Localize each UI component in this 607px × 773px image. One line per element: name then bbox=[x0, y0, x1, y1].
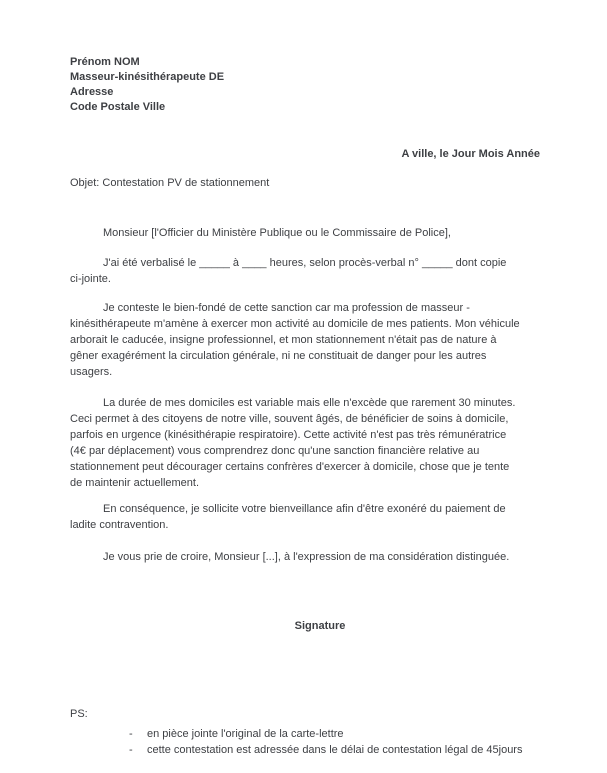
text-line: J'ai été verbalisé le _____ à ____ heures, selon procès-verbal n° _____ dont copie bbox=[103, 257, 507, 269]
text-line: ladite contravention. bbox=[70, 519, 169, 531]
text-line: gêner exagérément la circulation générale, ni ne constituait de danger pour les autres bbox=[70, 350, 487, 362]
text-line: En conséquence, je sollicite votre bienveillance afin d'être exonéré du paiement de bbox=[103, 503, 506, 515]
subject-line: Objet: Contestation PV de stationnement bbox=[70, 177, 270, 189]
text-line: (4€ par déplacement) vous comprendrez donc qu'une sanction financière relative au bbox=[70, 445, 480, 457]
text-line: Ceci permet à des citoyens de notre ville, souvent âgés, de bénéficier de soins à domicile, bbox=[70, 413, 509, 425]
salutation: Monsieur [l'Officier du Ministère Publique ou le Commissaire de Police], bbox=[103, 227, 451, 239]
body-paragraph-consequence bbox=[70, 501, 540, 533]
text-line: ci-jointe. bbox=[70, 273, 111, 285]
signature-label: Signature bbox=[294, 620, 346, 632]
text-line: - cette contestation est adressée dans le délai de contestation légal de 45jours bbox=[129, 742, 540, 758]
text-line: - en pièce jointe l'original de la carte-lettre bbox=[129, 726, 540, 742]
text-line: La durée de mes domiciles est variable mais elle n'excède que rarement 30 minutes. bbox=[103, 397, 516, 409]
text-line: usagers. bbox=[70, 366, 113, 378]
text-line: stationnement peut décourager certains confrères d'exercer à domicile, chose que je tente bbox=[70, 461, 510, 473]
sender-address-block bbox=[70, 55, 540, 115]
body-paragraph-conteste bbox=[70, 300, 540, 380]
body-paragraph-duree bbox=[70, 395, 540, 491]
text-line: arborait le caducée, insigne professionnel, et mon stationnement n'était pas de nature à bbox=[70, 334, 497, 346]
date-place-line: A ville, le Jour Mois Année bbox=[401, 148, 540, 160]
text-line: Adresse bbox=[70, 86, 114, 98]
text-line: Masseur-kinésithérapeute DE bbox=[70, 71, 225, 83]
closing-formula: Je vous prie de croire, Monsieur [...], à l'expression de ma considération distinguée. bbox=[103, 551, 510, 563]
text-line: Prénom NOM bbox=[70, 56, 140, 68]
postscript-label: PS: bbox=[70, 708, 88, 720]
body-paragraph-verbalise bbox=[70, 255, 540, 287]
postscript-list bbox=[129, 726, 540, 758]
text-line: de maintenir actuellement. bbox=[70, 477, 200, 489]
text-line: parfois en urgence (kinésithérapie respiratoire). Cette activité n'est pas très rémunératrice bbox=[70, 429, 507, 441]
text-line: kinésithérapeute m'amène à exercer mon activité au domicile de mes patients. Mon véhicule bbox=[70, 318, 520, 330]
text-line: Code Postale Ville bbox=[70, 101, 166, 113]
text-line: Je conteste le bien-fondé de cette sanction car ma profession de masseur - bbox=[103, 302, 470, 314]
